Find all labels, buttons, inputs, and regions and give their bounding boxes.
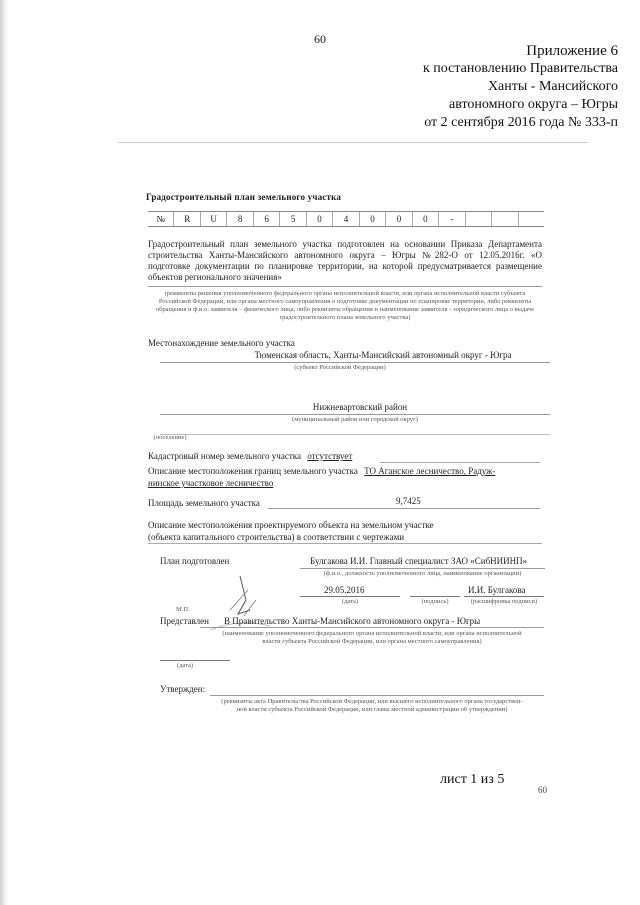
submitted-date-line — [160, 660, 230, 661]
approved-caption-2: ной власти субъекта Российской Федерации, или главы местной администрации об утверждении) — [236, 706, 508, 713]
object-description-line-2: (объекта капитального строительства) в соответствии с чертежами — [148, 532, 405, 542]
location-district-caption: (муниципальный район или городской округ) — [292, 416, 418, 423]
submitted-label: Представлен — [160, 616, 209, 626]
prepared-name: И.И. Булгакова — [468, 585, 526, 595]
object-description-line — [148, 543, 542, 544]
prepared-name-line — [464, 596, 544, 597]
location-subject-caption: (субъект Российской Федерации) — [294, 364, 386, 371]
cadastral-row — [148, 451, 352, 461]
prepared-date-line — [300, 596, 400, 597]
location-district: Нижневартовский район — [312, 402, 408, 412]
location-subject: Тюменская область, Ханты-Мансийский автономный округ - Югра — [254, 350, 512, 360]
page-number-top: 60 — [314, 32, 326, 46]
header-divider — [118, 142, 588, 143]
boundaries-label: Описание местоположения границ земельного участка — [148, 466, 358, 476]
plan-number-cell: 0 — [413, 212, 439, 226]
page-number-bottom: 60 — [538, 785, 547, 795]
stamp-mp: М.П. — [176, 606, 190, 613]
object-description-line-1: Описание местоположения проектируемого объекта на земельном участке — [148, 520, 434, 530]
prepared-date: 29.05.2016 — [324, 585, 365, 595]
prepared-by-line — [300, 568, 545, 569]
prepared-basis-underline — [148, 286, 542, 287]
plan-number-cell: 0 — [386, 212, 412, 226]
boundaries-value-1: ТО Аганское лесничество, Радуж- — [364, 466, 496, 476]
boundaries-row — [148, 466, 495, 476]
signature-caption: (подпись) — [421, 598, 449, 605]
prepared-by-label: План подготовлен — [160, 556, 230, 566]
cadastral-label: Кадастровый номер земельного участка — [148, 451, 301, 461]
submitted-line — [200, 627, 544, 628]
location-label: Местонахождение земельного участка — [148, 338, 295, 348]
location-district-line — [160, 414, 550, 415]
appendix-header — [298, 42, 618, 132]
plan-number-cell: 0 — [307, 212, 333, 226]
prepared-basis-text: Градостроительный план земельного участка подготовлен на основании Приказа Департамента строительства Ханты-Мансийского автономного округа – Югры №282-О от 12.05.2016г. «О подготовке документации по планировке территории, на которой предусматривается размещение объектов регионального значения» — [148, 239, 542, 282]
submitted-date-caption: (дата) — [176, 662, 194, 669]
plan-number-cell — [519, 212, 544, 226]
appendix-line-5: от 2 сентября 2016 года № 333-п — [424, 115, 618, 130]
approved-caption-1: (реквизиты акта Правительства Российской Федерации, или высшего исполнительного органа государствен- — [221, 698, 523, 705]
plan-number-cell: - — [439, 212, 465, 226]
boundaries-value-2: нинское участковое лесничество — [148, 478, 274, 488]
appendix-line-3: Ханты - Мансийского — [487, 79, 618, 94]
signature-line — [410, 596, 460, 597]
prepared-date-caption: (дата) — [341, 598, 359, 605]
plan-number-cell: 4 — [333, 212, 359, 226]
sheet-counter: лист 1 из 5 — [440, 772, 505, 787]
plan-number-cell: 6 — [254, 212, 280, 226]
plan-number-cell: 0 — [360, 212, 386, 226]
prepared-name-caption: (расшифровка подписи) — [470, 598, 538, 605]
prepared-basis-caption: (реквизиты решения уполномоченного федерального органа исполнительной власти, или органа исполнительной власти субъекта Российской Федерации, или органа местного самоуправления о подготовке документации по планировке территории, либо реквизиты обращения и ф.и.о. заявителя – физического лица, либо реквизиты обращения и наименование заявителя – юридического лица о выдаче градостроительного плана земельного участка) — [155, 290, 535, 321]
plan-number-cell: № — [148, 212, 174, 226]
area-label: Площадь земельного участка — [148, 498, 260, 508]
cadastral-line — [380, 462, 540, 463]
submitted-caption-2: власти субъекта Российской Федерации, или органа местного самоуправления) — [262, 638, 482, 645]
area-line — [268, 508, 540, 509]
plan-title: Градостроительный план земельного участка — [146, 192, 342, 202]
location-settlement-caption: (поселение) — [153, 434, 187, 441]
prepared-by-value: Булгакова И.И. Главный специалист ЗАО «СибНИИНП» — [310, 556, 528, 566]
prepared-by-caption: (ф.и.о., должность уполномоченного лица, наименование организации) — [323, 570, 522, 577]
plan-number-cell — [492, 212, 518, 226]
approved-label: Утвержден: — [160, 684, 206, 694]
scan-edge-shadow — [0, 0, 9, 905]
plan-number-cell: U — [201, 212, 227, 226]
appendix-line-1: Приложение 6 — [526, 43, 618, 59]
appendix-line-4: автономного округа – Югры — [449, 97, 618, 112]
area-value: 9,7425 — [396, 496, 421, 506]
plan-number-row — [148, 211, 544, 227]
approved-line — [210, 695, 544, 696]
plan-number-cell: R — [174, 212, 200, 226]
plan-number-cell — [466, 212, 492, 226]
submitted-caption-1: (наименование уполномоченного федерального органа исполнительной власти, или органа исполнительной — [222, 630, 522, 637]
submitted-value: В Правительство Ханты-Мансийского автономного округа - Югры — [224, 616, 481, 626]
location-settlement-line — [160, 434, 550, 435]
location-subject-line — [160, 362, 550, 363]
cadastral-value: отсутствует — [307, 451, 353, 461]
appendix-line-2: к постановлению Правительства — [422, 61, 618, 76]
plan-number-cell: 8 — [227, 212, 253, 226]
plan-number-cell: 5 — [280, 212, 306, 226]
